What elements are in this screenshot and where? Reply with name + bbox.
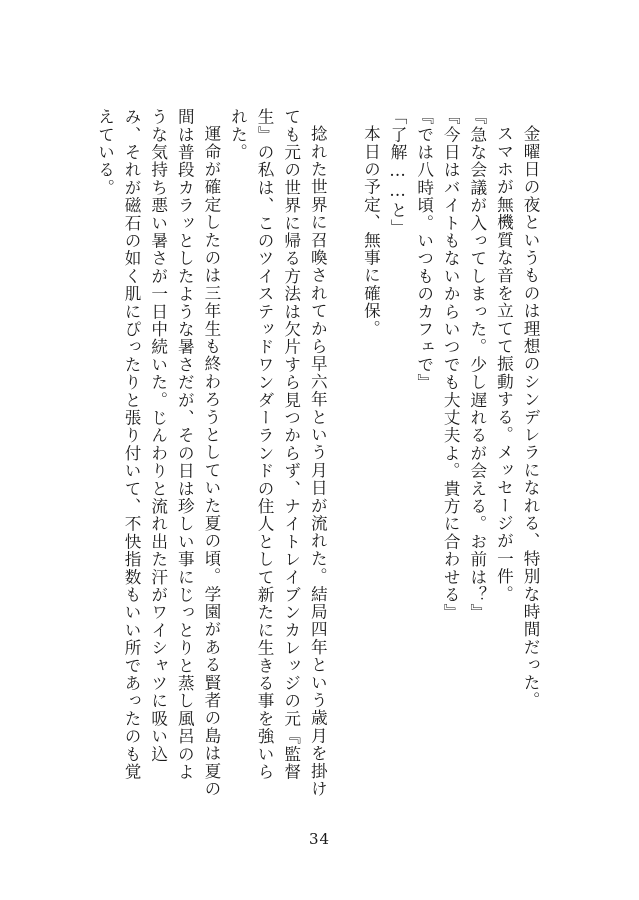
scene-break (330, 108, 357, 798)
paragraph-line: 本日の予定、無事に確保。 (361, 124, 381, 337)
dialogue-line: 『今日はバイトもないからいつでも大丈夫よ。貴方に合わせる』 (441, 108, 461, 622)
paragraph-line: スマホが無機質な音を立てて振動する。メッセージが一件。 (494, 124, 514, 603)
paragraph-line: 金曜日の夜というものは理想のシンデレラになれる、特別な時間だった。 (521, 124, 540, 709)
dialogue-line: 「了解……と」 (388, 108, 408, 237)
vertical-text-body (91, 108, 543, 798)
paragraph-line: 捻れた世界に召喚されてから早六年という月日が流れた。結局四年という歳月を掛けても元の世界に帰る方法は欠片すら見つからず、ナイトレイブンカレッジの元『監督生』の私は、このツイステッドワンダーランドの住人として新たに生きる事を強いられた。 (228, 108, 328, 798)
page-number: 34 (308, 830, 331, 848)
dialogue-line: 『では八時頃。いつものカフェで』 (414, 108, 434, 392)
dialogue-line: 『急な会議が入ってしまった。少し遅れるが会える。お前は？』 (467, 108, 487, 622)
paragraph-line: 運命が確定したのは三年生も終わろうとしていた夏の頃。学園がある賢者の島は夏の間は普段カラッとしたような暑さだが、その日は珍しい事にじっとりと蒸し風呂のような気持ち悪い暑さが一日中続いた。じんわりと流れ出た汗がワイシャツに吸い込み、それが磁石の如く肌にぴったりと張り付いて、不快指数もいい所であったのも覚えている。 (95, 108, 221, 798)
